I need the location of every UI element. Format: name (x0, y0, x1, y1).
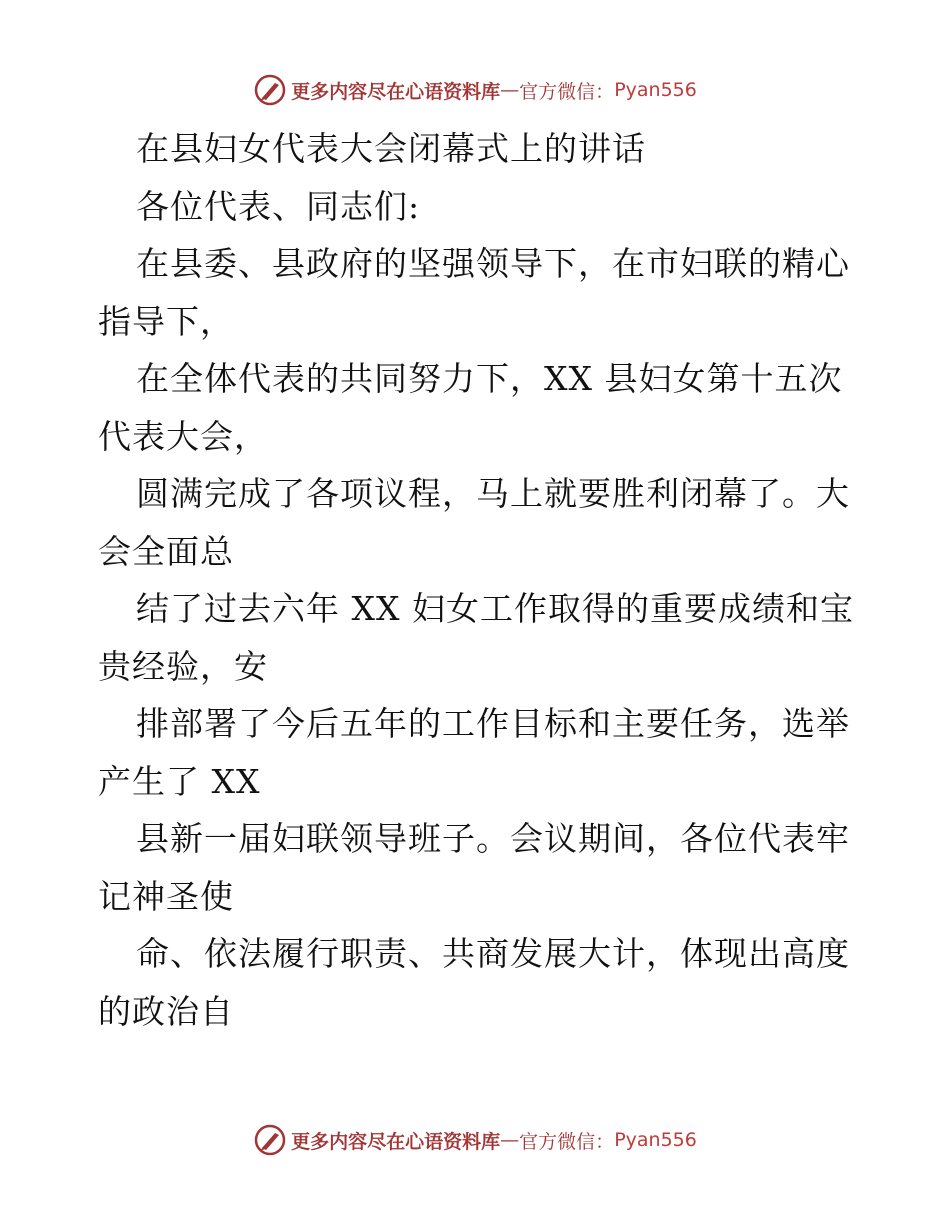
paragraph-line: 县新一届妇联领导班子。会议期间，各位代表牢 (136, 819, 850, 858)
watermark-sub-text: 官方微信： (519, 80, 615, 103)
watermark-wechat-id: Pyan556 (614, 79, 697, 101)
paragraph-line: 产生了 XX (98, 761, 261, 801)
paragraph-line: 会全面总 (98, 531, 234, 571)
watermark-separator: — (500, 79, 520, 101)
paragraph-line: 在全体代表的共同努力下，XX 县妇女第十五次 (136, 359, 843, 398)
paragraph-line: 指导下， (98, 301, 234, 341)
paragraph-line: 记神圣使 (98, 876, 234, 916)
header-watermark (0, 70, 950, 110)
watermark-main-text: 更多内容尽在心语资料库 (291, 80, 501, 103)
quill-pen-circle-icon (253, 73, 287, 107)
watermark-separator: — (500, 1129, 520, 1151)
salutation: 各位代表、同志们: (136, 186, 421, 226)
paragraph-line: 圆满完成了各项议程，马上就要胜利闭幕了。大 (136, 474, 850, 513)
paragraph-line: 在县委、县政府的坚强领导下，在市妇联的精心 (136, 244, 850, 283)
paragraph-line: 排部署了今后五年的工作目标和主要任务，选举 (136, 704, 850, 743)
paragraph-line: 的政治自 (98, 991, 234, 1031)
watermark-sub-text: 官方微信： (519, 1130, 615, 1153)
paragraph-line: 命、依法履行职责、共商发展大计，体现出高度 (136, 934, 850, 973)
paragraph-line: 贵经验，安 (98, 646, 268, 686)
paragraph-line: 结了过去六年 XX 妇女工作取得的重要成绩和宝 (136, 589, 854, 628)
document-title: 在县妇女代表大会闭幕式上的讲话 (136, 129, 646, 168)
quill-pen-circle-icon (253, 1123, 287, 1157)
watermark-main-text: 更多内容尽在心语资料库 (291, 1130, 501, 1153)
document-body (98, 120, 858, 1040)
footer-watermark (0, 1120, 950, 1160)
watermark-wechat-id: Pyan556 (614, 1129, 697, 1151)
paragraph-line: 代表大会， (98, 416, 268, 456)
